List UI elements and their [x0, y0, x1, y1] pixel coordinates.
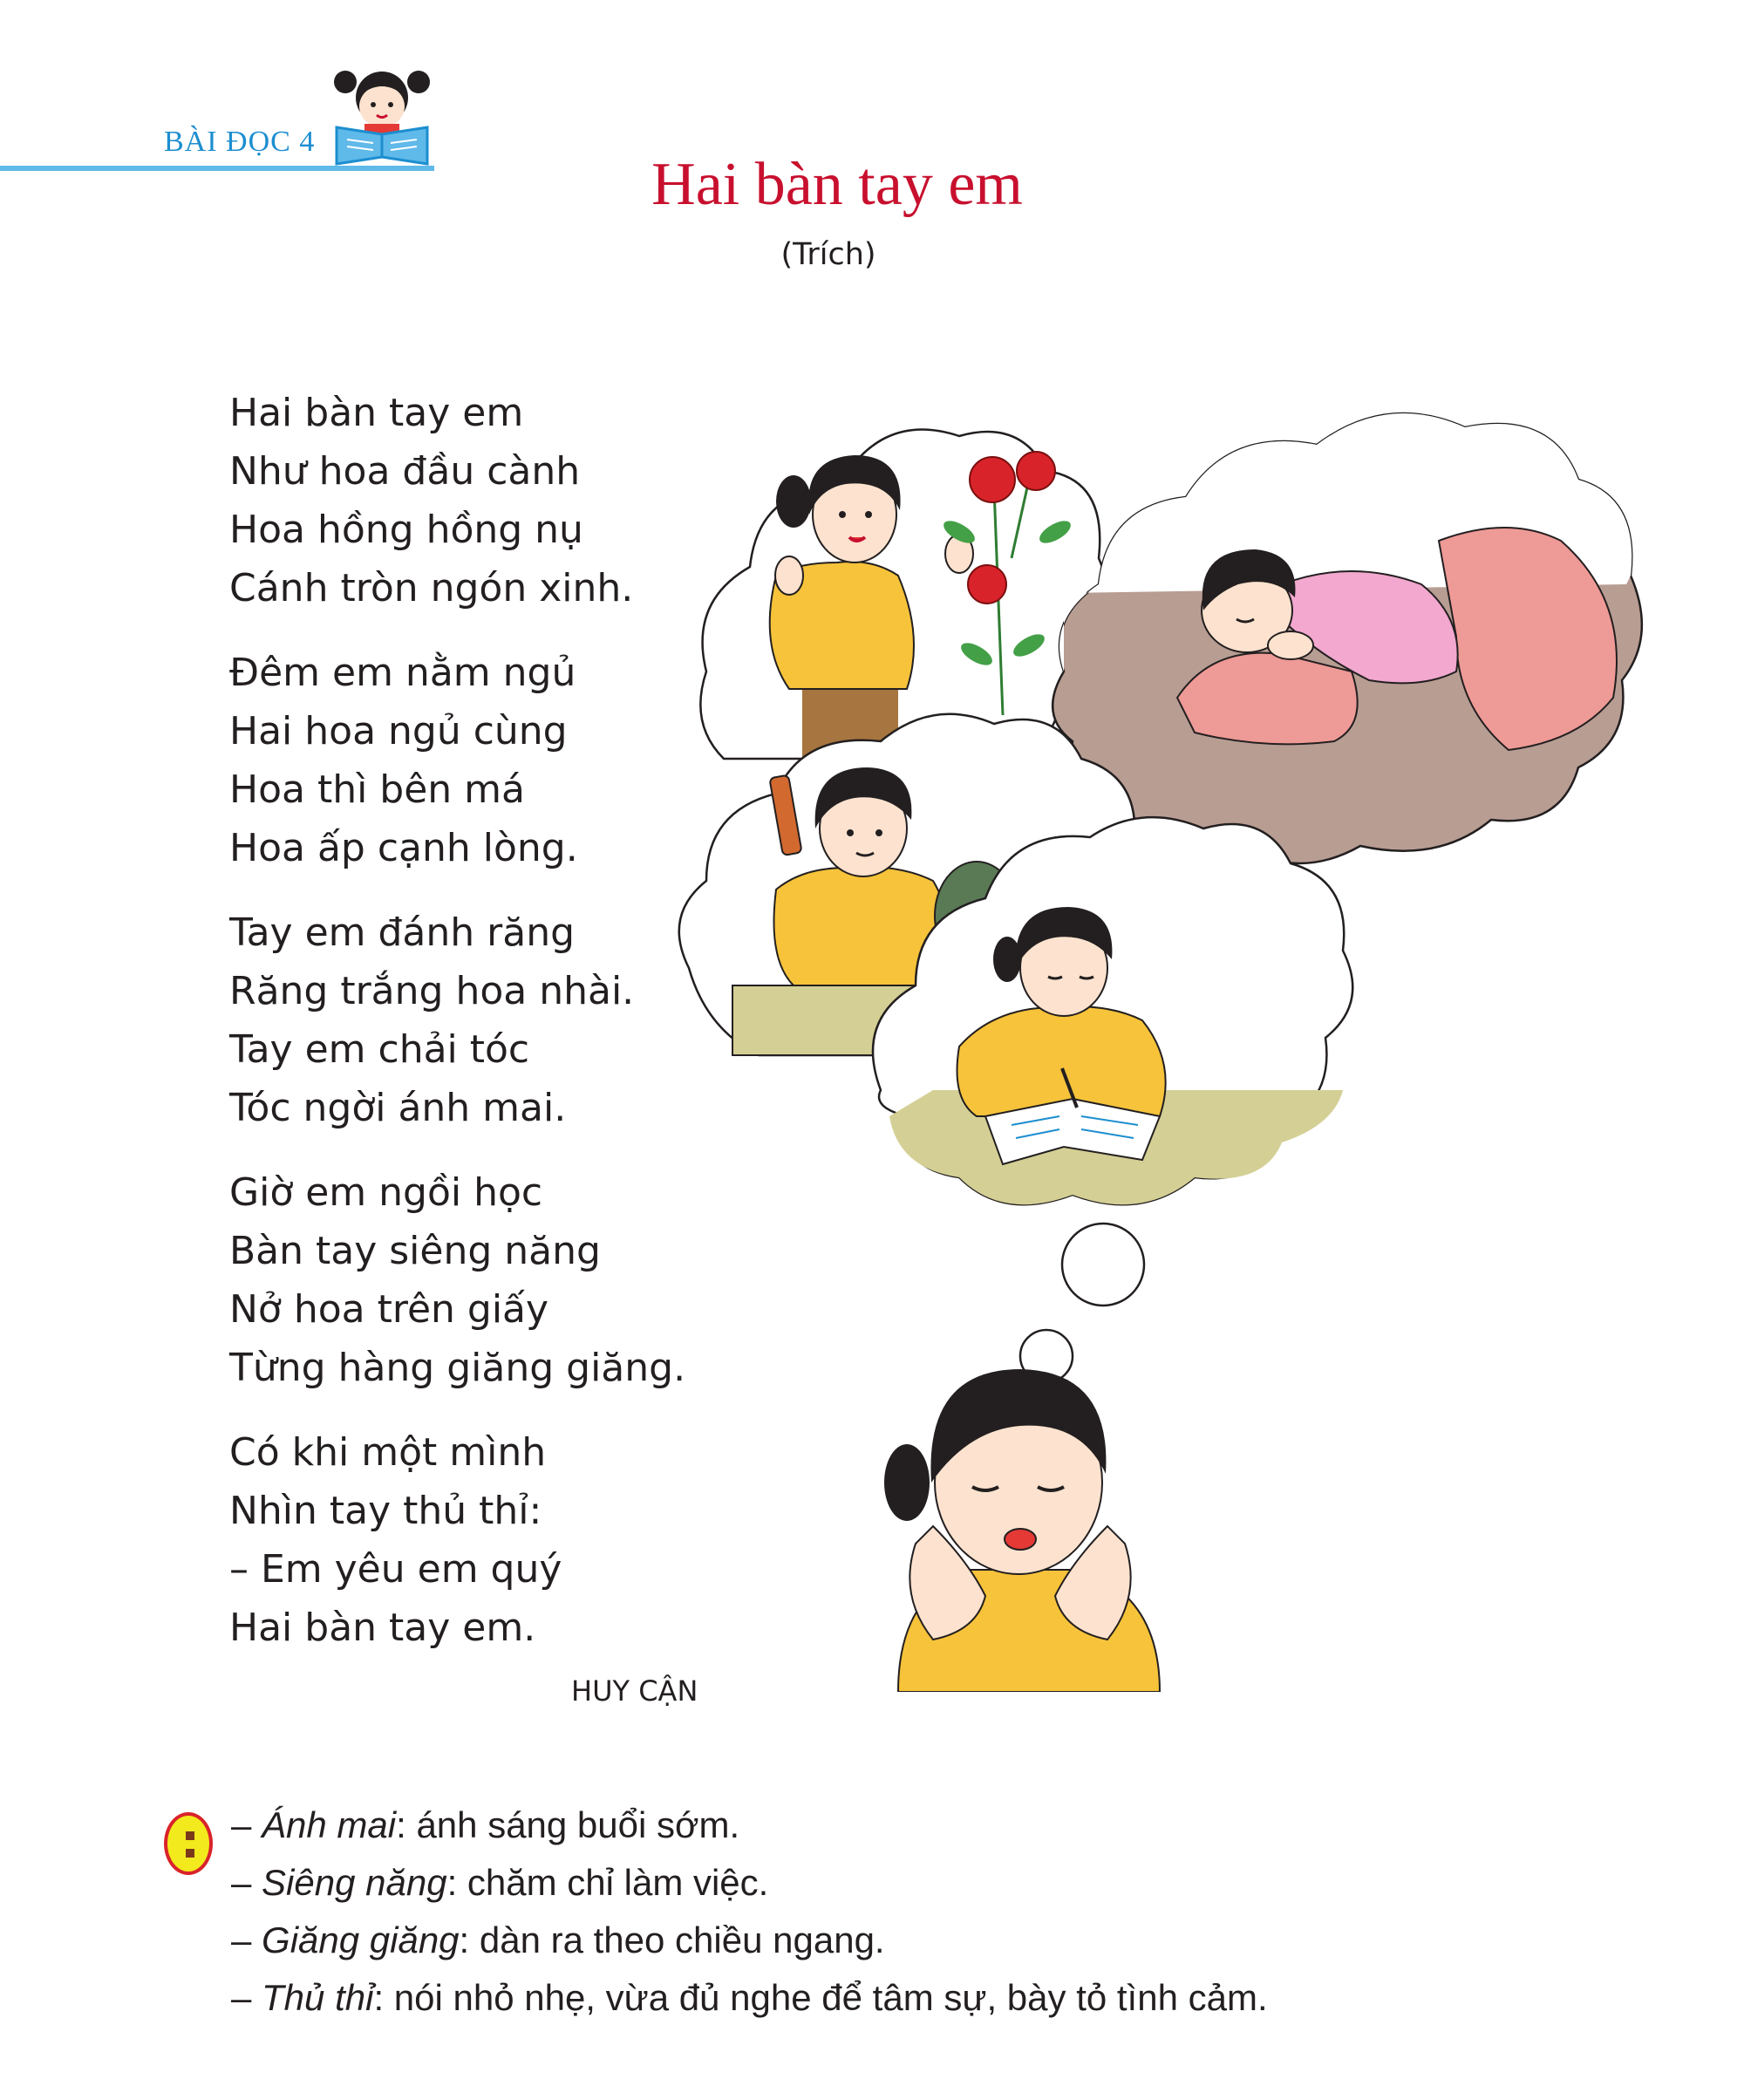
glossary-term: Ánh mai	[262, 1804, 397, 1845]
poem-line: Từng hàng giăng giăng.	[229, 1346, 686, 1390]
page-header	[0, 0, 436, 174]
title-text: Hai bàn tay em	[651, 151, 1023, 218]
glossary-item	[231, 1912, 1626, 1969]
poem-line: Giờ em ngồi học	[229, 1170, 543, 1215]
glossary-item	[231, 1969, 1626, 2027]
poem-line: Đêm em nằm ngủ	[229, 651, 576, 695]
page-title	[0, 150, 1744, 220]
poem-line: Tay em đánh răng	[229, 910, 576, 955]
scene-girl-speaking-to-hands	[884, 1369, 1160, 1692]
poem-line: Hoa hồng hồng nụ	[229, 508, 583, 552]
poem-author: HUY CẬN	[571, 1674, 698, 1708]
glossary-definition: : ánh sáng buổi sớm.	[396, 1804, 740, 1845]
lesson-label: BÀI ĐỌC 4	[164, 126, 316, 158]
glossary-term: Thủ thỉ	[262, 1977, 374, 2018]
glossary-dash: –	[231, 1862, 262, 1903]
glossary-definition: : dàn ra theo chiều ngang.	[459, 1919, 885, 1960]
poem-line: Hai bàn tay em.	[229, 1606, 536, 1650]
glossary-dash: –	[231, 1804, 262, 1845]
page-subtitle	[0, 237, 1744, 272]
glossary-list	[231, 1797, 1626, 2027]
poem-line: Nở hoa trên giấy	[229, 1287, 549, 1332]
poem-line: Cánh tròn ngón xinh.	[229, 566, 634, 610]
glossary-definition: : chăm chỉ làm việc.	[446, 1862, 769, 1903]
poem-line: Có khi một mình	[229, 1430, 547, 1475]
poem-line: Tay em chải tóc	[229, 1027, 530, 1072]
glossary-item	[231, 1854, 1626, 1912]
thought-bubbles-illustration	[671, 358, 1657, 1692]
poem-line: Hoa ấp cạnh lòng.	[229, 826, 578, 870]
glossary-term: Siêng năng	[262, 1862, 447, 1903]
poem-line: Hoa thì bên má	[229, 767, 526, 812]
thought-circle-large	[1062, 1224, 1144, 1306]
poem-line: – Em yêu em quý	[229, 1547, 562, 1592]
poem-line: Nhìn tay thủ thỉ:	[229, 1489, 542, 1533]
glossary-dash: –	[231, 1919, 262, 1960]
poem-line: Như hoa đầu cành	[229, 449, 581, 494]
subtitle-text: (Trích)	[780, 237, 876, 272]
glossary-term: Giăng giăng	[262, 1919, 460, 1960]
colon-glossary-icon	[164, 1812, 213, 1875]
scene-girl-sleeping	[1053, 413, 1642, 863]
glossary-item	[231, 1797, 1626, 1854]
poem-line: Hai bàn tay em	[229, 391, 524, 435]
reading-girl-icon	[326, 54, 438, 166]
glossary-dash: –	[231, 1977, 262, 2018]
poem-line: Bàn tay siêng năng	[229, 1229, 601, 1273]
poem-line: Tóc ngời ánh mai.	[229, 1086, 567, 1130]
poem-line: Hai hoa ngủ cùng	[229, 709, 568, 753]
poem-line: Răng trắng hoa nhài.	[229, 969, 635, 1013]
glossary-definition: : nói nhỏ nhẹ, vừa đủ nghe để tâm sự, bày tỏ tình cảm.	[373, 1977, 1268, 2018]
